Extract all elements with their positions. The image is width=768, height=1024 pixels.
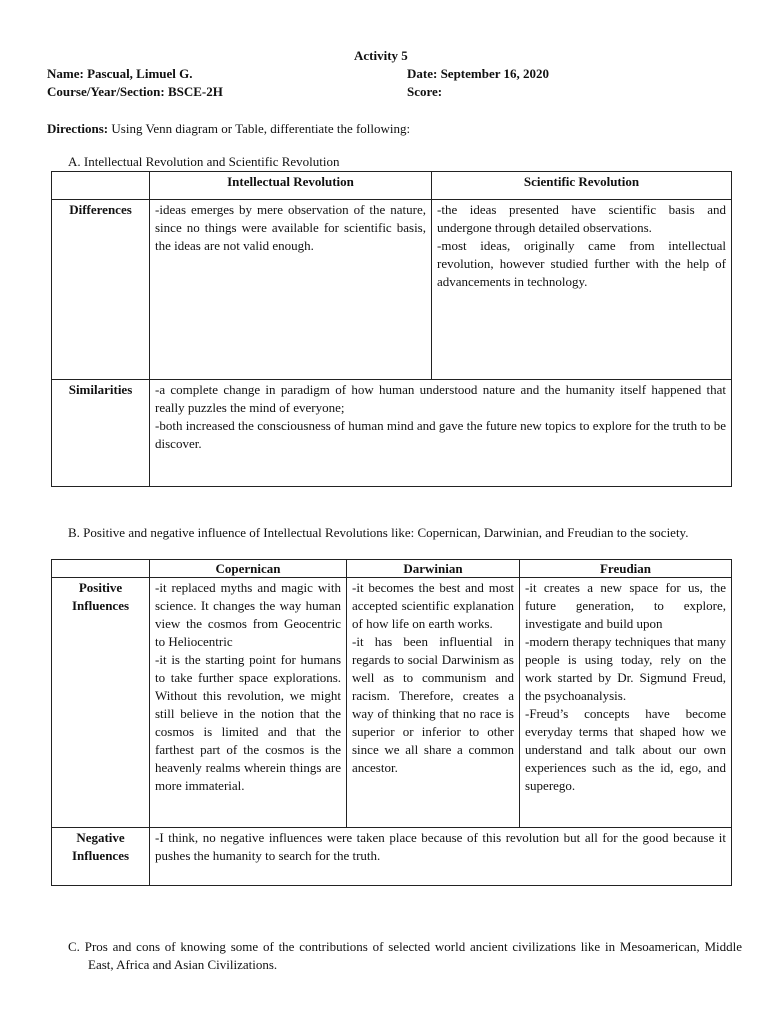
row-differences-label: Differences [52, 200, 150, 380]
copernican-point-2: -it is the starting point for humans to take further space explorations. Without this revolution, we might still believe in the notion that the cosmos is limited and that the farthest part of the cosmos is the heavenly realms wherein things are more immaterial. [155, 652, 341, 793]
student-name: Name: Pascual, Limuel G. [47, 66, 193, 81]
row-positive-label: Positive Influences [52, 578, 150, 828]
table-revolution-influences [51, 559, 732, 886]
directions-text: Using Venn diagram or Table, differentiate the following: [111, 121, 411, 136]
freudian-point-1: -it creates a new space for us, the future generation, to explore, investigate and build upon [525, 580, 726, 631]
diff-scientific-point-1: -the ideas presented have scientific basis and undergone through detailed observations. [437, 202, 726, 235]
darwinian-positive [347, 578, 520, 828]
directions-label: Directions: [47, 121, 109, 136]
directions [47, 120, 410, 138]
copernican-point-1: -it replaced myths and magic with science. It changes the way human view the cosmos from Geocentric to Heliocentric [155, 580, 341, 649]
similarities-cell [150, 380, 732, 487]
similarity-point-2: -both increased the consciousness of human mind and gave the future new topics to explore for the truth to be discover. [155, 418, 726, 451]
freudian-point-3: -Freud’s concepts have become everyday terms that shaped how we understand and talk about our own experiences such as the id, ego, and superego. [525, 706, 726, 793]
col-freudian: Freudian [520, 560, 732, 578]
col-darwinian: Darwinian [347, 560, 520, 578]
freudian-positive [520, 578, 732, 828]
diff-scientific-point-2: -most ideas, originally came from intellectual revolution, however studied further with the help of advancements in technology. [437, 238, 726, 289]
section-a-heading: A. Intellectual Revolution and Scientific Revolution [68, 154, 340, 169]
col-copernican: Copernican [150, 560, 347, 578]
table-intellectual-vs-scientific [51, 171, 732, 487]
table-b-corner [52, 560, 150, 578]
course-section: Course/Year/Section: BSCE-2H [47, 84, 223, 99]
darwinian-point-2: -it has been influential in regards to social Darwinism as well as to communism and racism. Therefore, creates a way of thinking that no race is superior or inferior to other since we all share a common ancestor. [352, 634, 514, 775]
row-similarities-label: Similarities [52, 380, 150, 487]
score-field: Score: [407, 84, 443, 99]
negative-influences-text: -I think, no negative influences were taken place because of this revolution but all for the good because it pushes the humanity to search for the truth. [150, 828, 732, 886]
table-a-corner [52, 172, 150, 200]
copernican-positive [150, 578, 347, 828]
diff-intellectual: -ideas emerges by mere observation of the nature, since no things were available for scientific basis, the ideas are not valid enough. [150, 200, 432, 380]
section-c-heading: C. Pros and cons of knowing some of the contributions of selected world ancient civilizations like in Mesoamerican, Middle East, Africa and Asian Civilizations. [68, 939, 742, 972]
diff-scientific [432, 200, 732, 380]
activity-title: Activity 5 [354, 48, 408, 63]
row-negative-label: Negative Influences [52, 828, 150, 886]
freudian-point-2: -modern therapy techniques that many people is using today, rely on the work started by Dr. Sigmund Freud, the psychoanalysis. [525, 634, 726, 703]
col-scientific-revolution: Scientific Revolution [432, 172, 732, 200]
similarity-point-1: -a complete change in paradigm of how human understood nature and the humanity itself happened that really puzzles the mind of everyone; [155, 382, 726, 415]
darwinian-point-1: -it becomes the best and most accepted scientific explanation of how life on earth works. [352, 580, 514, 631]
col-intellectual-revolution: Intellectual Revolution [150, 172, 432, 200]
section-b-heading: B. Positive and negative influence of Intellectual Revolutions like: Copernican, Darwinian, and Freudian to the society. [68, 525, 689, 540]
date-field: Date: September 16, 2020 [407, 66, 550, 81]
